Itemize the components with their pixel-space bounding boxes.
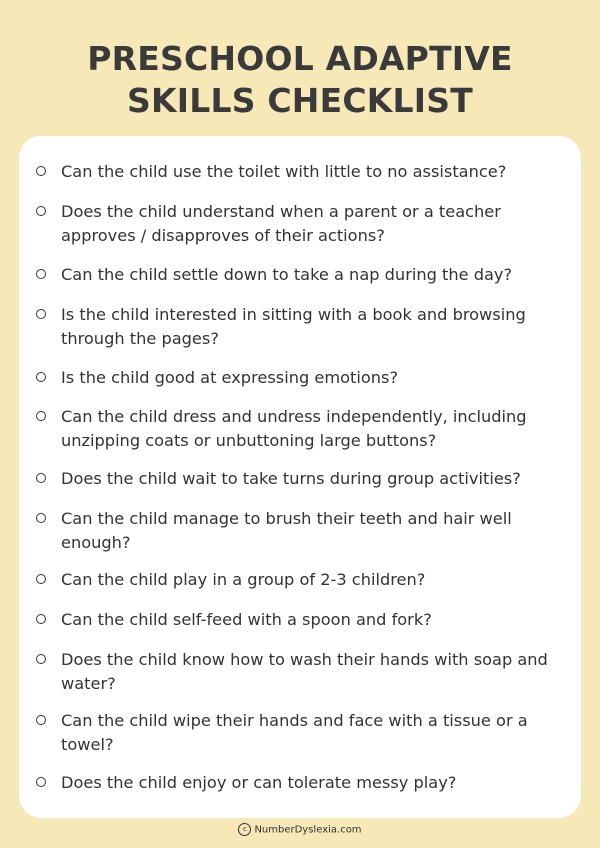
checklist-item-text: Does the child enjoy or can tolerate messy play? (61, 773, 457, 792)
checklist-item-text: Can the child self-feed with a spoon and fork? (61, 610, 432, 629)
checklist-item-text: Can the child play in a group of 2-3 children? (61, 570, 426, 589)
checklist-item-text: Is the child interested in sitting with a book and browsing through the pages? (61, 305, 526, 348)
checklist-card (19, 136, 581, 818)
footer (0, 823, 600, 838)
footer-site[interactable]: NumberDyslexia.com (254, 824, 362, 836)
checkbox-circle-icon[interactable] (36, 473, 46, 483)
checkbox-circle-icon[interactable] (36, 269, 46, 279)
checkbox-circle-icon[interactable] (36, 574, 46, 584)
checkbox-circle-icon[interactable] (36, 654, 46, 664)
checkbox-circle-icon[interactable] (36, 309, 46, 319)
checkbox-circle-icon[interactable] (36, 372, 46, 382)
checklist-item-text: Does the child know how to wash their hands with soap and water? (61, 650, 548, 693)
title-line-1: PRESCHOOL ADAPTIVE (87, 39, 513, 78)
checkbox-circle-icon[interactable] (36, 411, 46, 421)
checklist-item-text: Can the child settle down to take a nap during the day? (61, 265, 513, 284)
checkbox-circle-icon[interactable] (36, 614, 46, 624)
checkbox-circle-icon[interactable] (36, 513, 46, 523)
checklist-item-text: Does the child wait to take turns during group activities? (61, 469, 521, 488)
page-title (0, 38, 600, 122)
title-line-2: SKILLS CHECKLIST (127, 81, 473, 120)
checklist-item-text: Can the child dress and undress independently, including unzipping coats or unbuttoning large buttons? (61, 407, 527, 450)
checklist-item-text: Can the child use the toilet with little to no assistance? (61, 162, 507, 181)
checkbox-circle-icon[interactable] (36, 715, 46, 725)
copyright-icon: c (238, 823, 251, 836)
checkbox-circle-icon[interactable] (36, 166, 46, 176)
checkbox-circle-icon[interactable] (36, 206, 46, 216)
checkbox-circle-icon[interactable] (36, 777, 46, 787)
checklist-item-text: Does the child understand when a parent or a teacher approves / disapproves of their actions? (61, 202, 501, 245)
checklist-item-text: Can the child wipe their hands and face with a tissue or a towel? (61, 711, 528, 754)
checklist-item-text: Can the child manage to brush their teeth and hair well enough? (61, 509, 512, 552)
checklist-item-text: Is the child good at expressing emotions? (61, 368, 399, 387)
